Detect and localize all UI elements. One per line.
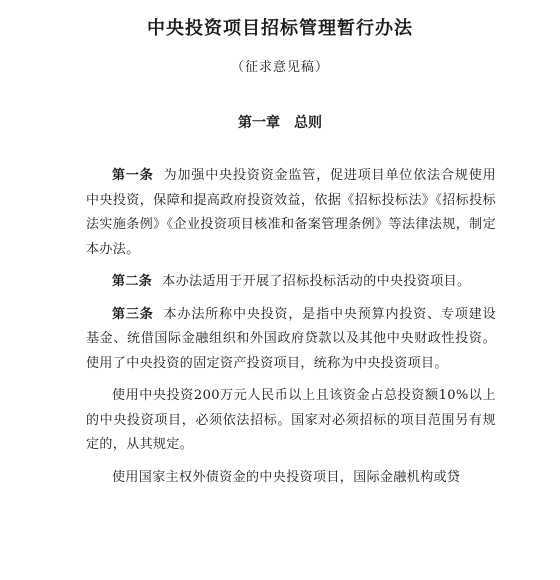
article-1 <box>86 164 496 262</box>
article-label: 第三条 <box>112 306 154 322</box>
article-text: 本办法所称中央投资，是指中央预算内投资、专项建设基金、统借国际金融组织和外国政府贷款以及其他中央财政性投资。使用了中央投资的固定资产投资项目，统称为中央投资项目。 <box>86 306 496 371</box>
document-subtitle: （征求意见稿） <box>230 60 329 75</box>
article-3 <box>86 303 496 377</box>
paragraph-text: 使用国家主权外债资金的中央投资项目，国际金融机构或贷 <box>112 469 461 485</box>
article-3-para-2 <box>86 384 496 458</box>
article-label: 第一条 <box>112 168 154 183</box>
article-text: 为加强中央投资资金监管，促进项目单位依法合规使用中央投资，保障和提高政府投资效益，依据《招标投标法》《招标投标法实施条例》《企业投资项目核准和备案管理条例》等法律法规，制定本办法。 <box>86 168 496 257</box>
article-text: 本办法适用于开展了招标投标活动的中央投资项目。 <box>162 274 471 289</box>
chapter-title: 第一章 总则 <box>238 115 322 131</box>
paragraph-text: 使用中央投资200万元人民币以上且该资金占总投资额10%以上的中央投资项目，必须依法招标。国家对必须招标的项目范围另有规定的，从其规定。 <box>86 388 496 452</box>
document-title: 中央投资项目招标管理暂行办法 <box>147 18 413 39</box>
document-body <box>86 164 496 498</box>
article-label: 第二条 <box>112 274 153 289</box>
article-2 <box>86 270 496 295</box>
article-3-para-3 <box>86 466 496 491</box>
